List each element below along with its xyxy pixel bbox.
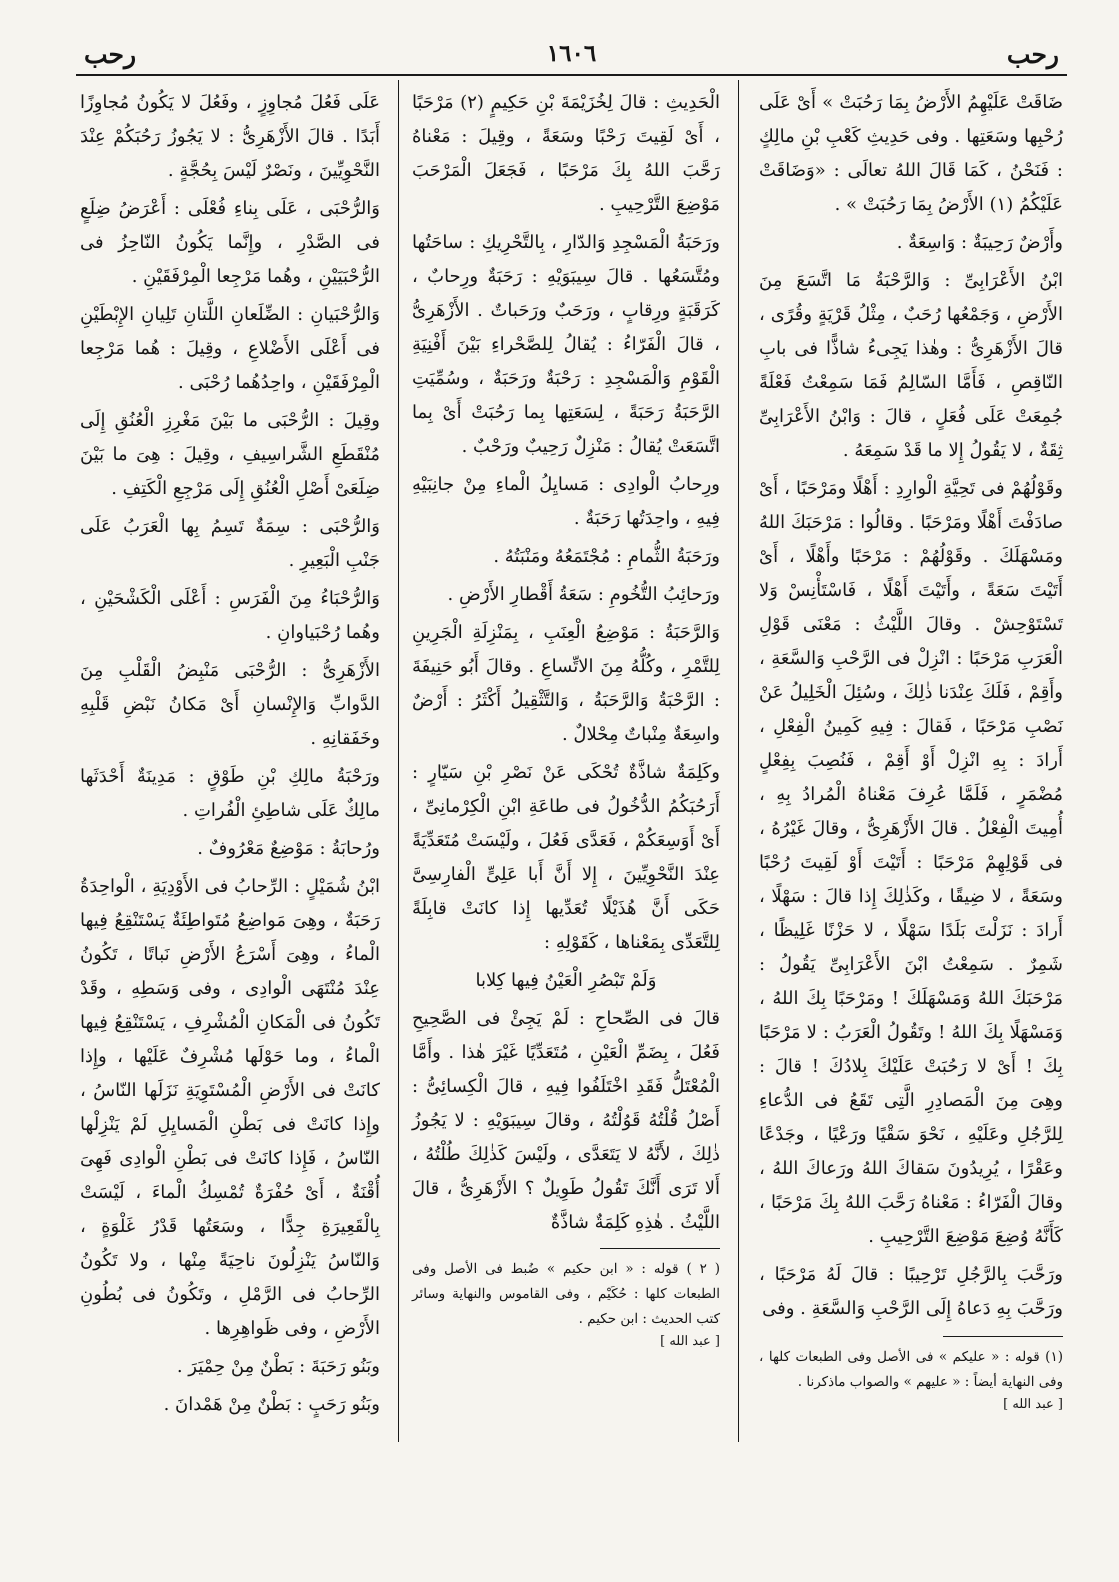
paragraph: وَالرُّحْبَيانِ : الضِّلَعانِ اللَّتانِ تَلِيانِ الإِبْطَيْنِ فى أَعْلَى الأَضْلاعِ ، وقِيلَ : هُما مَرْجِعا الْمِرْفَقَيْنِ ، واحِدُهُما رُحْبَى . [80,304,380,393]
footnote-rule [600,1248,720,1249]
paragraph: وبَنُو رَحَبٍ : بَطْنٌ مِنْ هَمْدانَ . [163,1394,380,1415]
paragraph: ورَحْبَةُ مالِكِ بْنِ طَوْقٍ : مَدِينَةٌ أَحْدَثَها مالِكٌ عَلَى شاطِئِ الْفُراتِ . [80,766,380,821]
paragraph: ابْنُ الأَعْرَابِىِّ : وَالرَّحْبَةُ مَا اتَّسَعَ مِنَ الأَرْضِ ، وَجَمْعُها رُحَبٌ ، مِثْلُ قَرْيَةٍ وقُرًى ، قالَ الأَزْهَرِىُّ : وهٰذا يَجِىءُ شاذًّا فى بابِ النّاقِصِ ، فَأَمَّا السّالِمُ فَمَا سَمِعْتُ فَعْلَةً جُمِعَتْ عَلَى فُعَلٍ ، قالَ : وَابْنُ الأَعْرَابِىِّ ثِقَةٌ ، لا يَقُولُ إِلا ما قَدْ سَمِعَهُ . [759,270,1063,461]
paragraph: ضَاقَتْ عَلَيْهِمُ الأَرْضُ بِمَا رَحُبَتْ » أَىْ عَلَى رُحْبِها وسَعَتِها . وفى حَدِيثِ كَعْبِ بْنِ مالِكٍ : فَنَحْنُ ، كَمَا قَالَ اللهُ تعالَى : «وَضَاقَتْ عَلَيْكُمُ (١) الأَرْضُ بِمَا رَحُبَتْ » . [759,92,1063,215]
running-headword-right: رحب [1006,40,1059,69]
paragraph: قالَ فى الصِّحاحِ : لَمْ يَجِئْ فى الصَّحِيحِ فَعُلَ ، بِضَمِّ الْعَيْنِ ، مُتَعَدِّيًا غَيْرَ هٰذا . وأَمَّا الْمُعْتَلُّ فَقَدِ اخْتَلَفُوا فِيهِ ، قالَ الْكِسائِىُّ : أَصْلُ قُلْتُهُ قَوُلْتُهُ ، وقالَ سِيبَوَيْهِ : لا يَجُوزُ ذٰلِكَ ، لأَنَّهُ لا يَتَعَدَّى ، ولَيْسَ كَذٰلِكَ طُلْتُهُ ، أَلا تَرَى أَنَّكَ تَقُولُ طَوِيلٌ ؟ الأَزْهَرِىُّ ، قالَ اللَّيْثُ . هٰذِهِ كَلِمَةٌ شاذَّةٌ [412,1008,720,1233]
column-middle [412,86,720,1349]
header-rule [76,74,1067,76]
page-header [76,38,1067,72]
paragraph: وَالرُّحْبَاءُ مِنَ الْفَرَسِ : أَعْلَى الْكَشْحَيْنِ ، وهُما رُحْبَياوانِ . [80,588,380,643]
footnote-signature: [ عبد الله ] [660,1334,720,1349]
paragraph: وبَنُو رَحَبَةَ : بَطْنٌ مِنْ حِمْيَرَ . [176,1356,380,1377]
verse-line: وَلَمْ تَبْصُرِ الْعَيْنُ فِيها كِلابا [475,970,657,991]
paragraph: وكَلِمَةٌ شاذَّةٌ تُحْكَى عَنْ نَصْرِ بْنِ سَيّارٍ : أَرَحُبَكُمُ الدُّخُولُ فى طاعَةِ ابْنِ الْكِرْمانِىِّ ، أَىْ أَوَسِعَكُمْ ، فَعَدَّى فَعُلَ ، ولَيْسَتْ مُتَعَدِّيَةً عِنْدَ النَّحْوِيِّينَ ، إِلا أَنَّ أَبا عَلِىٍّ الْفارِسِىَّ حَكَى أَنَّ هُذَيْلًا تُعَدِّيها إِذا كانَتْ قابِلَةً لِلتَّعَدِّى بِمَعْناها ، كَقَوْلِهِ : [412,762,720,953]
column-divider [738,80,739,1442]
paragraph: عَلَى فَعُلَ مُجاوِزٍ ، وفَعُلَ لا يَكُونُ مُجاوِزًا أَبَدًا . قالَ الأَزْهَرِىُّ : لا يَجُوزُ رَحُبَكُمْ عِنْدَ النَّحْوِيِّينَ ، ونَصْرٌ لَيْسَ بِحُجَّةٍ . [80,92,380,181]
paragraph: ابْنُ شُمَيْلٍ : الرِّحابُ فى الأَوْدِيَةِ ، الْواحِدَةُ رَحَبَةٌ ، وهِىَ مَواضِعُ مُتَواطِئَةٌ يَسْتَنْقِعُ فِيها الْماءُ ، وهِىَ أَسْرَعُ الأَرْضِ نَباتًا ، تَكُونُ عِنْدَ مُنْتَهَى الْوادِى ، وفى وَسَطِهِ ، وقَدْ تَكُونُ فى الْمَكانِ الْمُشْرِفِ ، يَسْتَنْقِعُ فِيها الْماءُ ، وما حَوْلَها مُشْرِفٌ عَلَيْها ، وإِذا كانَتْ فى الأَرْضِ الْمُسْتَوِيَةِ نَزَلَها النّاسُ ، وإِذا كانَتْ فى بَطْنِ الْمَسايِلِ لَمْ يَنْزِلْها النّاسُ ، فَإِذا كانَتْ فى بَطْنِ الْوادِى فَهِىَ أُقْنَةٌ ، أَىْ حُفْرَةٌ تُمْسِكُ الْماءَ ، لَيْسَتْ بِالْقَعِيرَةِ جِدًّا ، وسَعَتُها قَدْرُ غَلْوَةٍ ، وَالنّاسُ يَنْزِلُونَ ناحِيَةً مِنْها ، ولا تَكُونُ الرِّحابُ فى الرَّمْلِ ، وتَكُونُ فى بُطُونِ الأَرْضِ ، وفى ظَواهِرِها . [80,876,380,1339]
column-divider [398,80,399,1442]
paragraph: ورَحَبَةُ الثُّمامِ : مُجْتَمَعُهُ ومَنْبَتُهُ . [493,546,720,567]
paragraph: وَالرُّحْبَى : سِمَةٌ تَسِمُ بِها الْعَرَبُ عَلَى جَنْبِ الْبَعِيرِ . [80,516,380,571]
footnote-rule [943,1336,1063,1337]
footnote-signature: [ عبد الله ] [1003,1397,1063,1412]
paragraph: ورَحائِبُ التُّخُومِ : سَعَةُ أَقْطارِ الأَرْضِ . [447,584,720,605]
paragraph: ورِحابُ الْوادِى : مَسايِلُ الْماءِ مِنْ جانِبَيْهِ فِيهِ ، واحِدَتُها رَحَبَةٌ . [412,474,720,529]
paragraph: الْحَدِيثِ : قالَ لِخُزَيْمَةَ بْنِ حَكِيمٍ (٢) مَرْحَبًا ، أَىْ لَقِيتَ رَحْبًا وسَعَةً ، وقِيلَ : مَعْناهُ رَحَّبَ اللهُ بِكَ مَرْحَبًا ، فَجَعَلَ الْمَرْحَبَ مَوْضِعَ التَّرْحِيبِ . [412,92,720,215]
paragraph: وَالرُّحْبَى ، عَلَى بِناءِ فُعْلَى : أَعْرَضُ ضِلَعٍ فى الصَّدْرِ ، وإِنَّما يَكُونُ النّاحِزُ فى الرُّحْبَيَيْنِ ، وهُما مَرْجِعا الْمِرْفَقَيْنِ . [80,198,380,287]
column-right [759,86,1063,1412]
footnote: (١) قوله : « عليكم » فى الأصل وفى الطبعات كلها ، وفى النهاية أيضاً : « عليهم » والصواب ماذكرنا . [759,1349,1063,1390]
paragraph: وأَرْضٌ رَحِيبَةٌ : وَاسِعَةٌ . [896,232,1063,253]
paragraph: وقِيلَ : الرُّحْبَى ما بَيْنَ مَغْرِزِ الْعُنُقِ إِلَى مُنْقَطَعِ الشَّراسِيفِ ، وقِيلَ : هِىَ ما بَيْنَ ضِلَعَىْ أَصْلِ الْعُنُقِ إِلَى مَرْجِعِ الْكَتِفِ . [80,410,380,499]
footnote: ( ٢ ) قوله : « ابن حكيم » ضُبط فى الأصل وفى الطبعات كلها : حُكَيْم ، وفى القاموس والنهاية وسائر كتب الحديث : ابن حكيم . [412,1261,720,1327]
paragraph: ورُحابَةُ : مَوْضِعٌ مَعْرُوفٌ . [197,838,380,859]
column-left [80,86,380,1426]
paragraph: ورَحَبَةُ الْمَسْجِدِ وَالدّارِ ، بِالتَّحْرِيكِ : ساحَتُها ومُتَّسَعُها . قالَ سِيبَوَيْهِ : رَحَبَةٌ ورِحابٌ ، كَرَقَبَةٍ ورِقابٍ ، ورَحَبٌ ورَحَباتٌ . الأَزْهَرِىُّ ، قالَ الْفَرّاءُ : يُقالُ لِلصَّحْراءِ بَيْنَ أَفْنِيَةِ الْقَوْمِ وَالْمَسْجِدِ : رَحْبَةٌ ورَحَبَةٌ ، وسُمِّيَتِ الرَّحَبَةُ رَحَبَةً ، لِسَعَتِها بِما رَحُبَتْ أَىْ بِما اتَّسَعَتْ يُقالُ : مَنْزِلٌ رَحِيبٌ ورَحْبٌ . [412,232,720,457]
paragraph: وقَوْلُهُمْ فى تَحِيَّةِ الْوارِدِ : أَهْلًا ومَرْحَبًا ، أَىْ صادَفْتَ أَهْلًا ومَرْحَبًا . وقالُوا : مَرْحَبَكَ اللهُ ومَسْهَلَكَ . وقَوْلُهُمْ : مَرْحَبًا وأَهْلًا ، أَىْ أَتَيْتَ سَعَةً ، وأَتَيْتَ أَهْلًا ، فَاسْتَأْنِسْ وَلا تَسْتَوْحِشْ . وقالَ اللَّيْثُ : مَعْنَى قَوْلِ الْعَرَبِ مَرْحَبًا : انْزِلْ فى الرَّحْبِ وَالسَّعَةِ ، وأَقِمْ ، فَلَكَ عِنْدَنا ذٰلِكَ ، وسُئِلَ الْخَلِيلُ عَنْ نَصْبِ مَرْحَبًا ، فَقالَ : فِيهِ كَمِينُ الْفِعْلِ ، أَرادَ : بِهِ انْزِلْ أَوْ أَقِمْ ، فَنُصِبَ بِفِعْلٍ مُضْمَرٍ ، فَلَمَّا عُرِفَ مَعْناهُ الْمُرادُ بِهِ ، أُمِيتَ الْفِعْلُ . قالَ الأَزْهَرِىُّ ، وقالَ غَيْرُهُ ، فى قَوْلِهِمْ مَرْحَبًا : أَتَيْتَ أَوْ لَقِيتَ رُحْبًا وسَعَةً ، لا ضِيقًا ، وكَذٰلِكَ إِذا قالَ : سَهْلًا ، أَرادَ : نَزَلْتَ بَلَدًا سَهْلًا ، لا حَزْنًا غَلِيظًا ، شَمِرٌ . سَمِعْتُ ابْنَ الأَعْرَابِىِّ يَقُولُ : مَرْحَبَكَ اللهُ وَمَسْهَلَكَ ! ومَرْحَبًا بِكَ اللهُ ، وَمَسْهَلًا بِكَ اللهُ ! وتَقُولُ الْعَرَبُ : لا مَرْحَبًا بِكَ ! أَىْ لا رَحُبَتْ عَلَيْكَ بِلادُكَ ! قالَ : وهِىَ مِنَ الْمَصادِرِ الَّتِى تَقَعُ فى الدُّعاءِ لِلرَّجُلِ وعَلَيْهِ ، نَحْوَ سَقْيًا ورَعْيًا ، وجَدْعًا وعَقْرًا ، يُرِيدُونَ سَقاكَ اللهُ ورَعاكَ اللهُ ، وقالَ الْفَرّاءُ : مَعْناهُ رَحَّبَ اللهُ بِكَ مَرْحَبًا ، كَأَنَّهُ وُضِعَ مَوْضِعَ التَّرْحِيبِ . [759,478,1063,1247]
paragraph: ورَحَّبَ بِالرَّجُلِ تَرْحِيبًا : قالَ لَهُ مَرْحَبًا ، ورَحَّبَ بِهِ دَعاهُ إِلَى الرَّحْبِ وَالسَّعَةِ . وفى [759,1264,1063,1319]
page-number: ١٦٠٦ [546,40,597,67]
paragraph: وَالرَّحَبَةُ : مَوْضِعُ الْعِنَبِ ، بِمَنْزِلَةِ الْجَرِينِ لِلتَّمْرِ ، وكُلُّهُ مِنَ الاتِّساعِ . وقالَ أَبُو حَنِيفَةَ : الرَّحْبَةُ وَالرَّحَبَةُ ، وَالتَّثْقِيلُ أَكْثَرُ : أَرْضٌ واسِعَةٌ مِنْباتٌ مِحْلالٌ . [412,622,720,745]
paragraph: الأَزْهَرِىُّ : الرُّحْبَى مَنْبِضُ الْقَلْبِ مِنَ الدَّوابِّ وَالإِنْسانِ أَىْ مَكانُ نَبْضِ قَلْبِهِ وخَفَقانِهِ . [80,660,380,749]
running-headword-left: رحب [84,40,137,69]
